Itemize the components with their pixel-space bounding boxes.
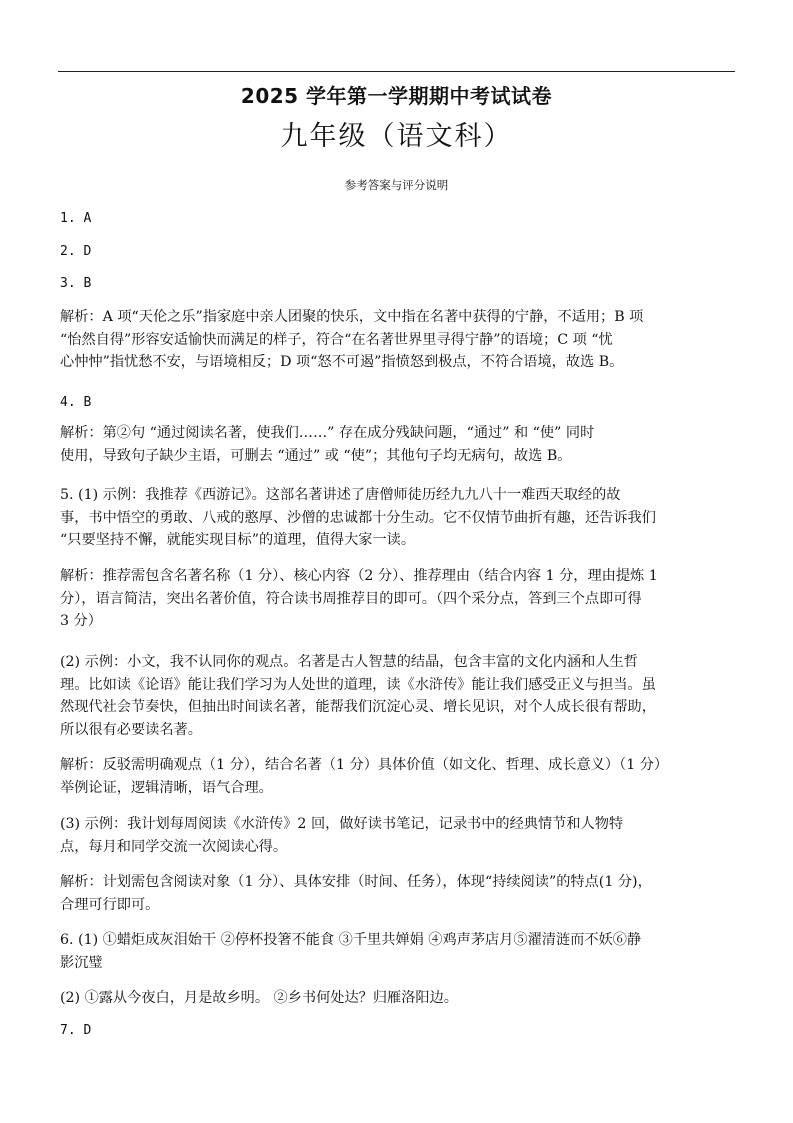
q3-analysis (60, 306, 736, 374)
q5-part2-analysis-line: 举例论证，逻辑清晰，语气合理。 (60, 779, 273, 796)
q5-part3-line: 点，每月和同学交流一次阅读心得。 (60, 838, 288, 855)
q5-part3-analysis-line: 解析：计划需包含阅读对象（1 分）、具体安排（时间、任务），体现“持续阅读”的特点(1 分)， (60, 874, 652, 890)
q5-part2-line: 然现代社会节奏快，但抽出时间读名著，能帮我们沉淀心灵、增长见识，对个人成长很有帮助， (60, 699, 656, 715)
answer-q2: 2. D (60, 244, 92, 259)
q3-analysis-line: 心忡忡”指忧愁不安，与语境相反；D 项“怒不可遏”指愤怒到极点，不符合语境，故选 B。 (60, 354, 624, 370)
q5-part3-answer (60, 813, 736, 858)
exam-subtitle: 九年级（语文科） (280, 121, 513, 152)
q5-part2-analysis-line: 解析：反驳需明确观点（1 分），结合名著（1 分）具体价值（如文化、哲理、成长意义）（1 分） (60, 757, 669, 773)
q5-part2-line: 理。比如读《论语》能让我们学习为人处世的道理，读《水浒传》能让我们感受正义与担当。虽 (60, 676, 656, 693)
answer-caption: 参考答案与评分说明 (344, 178, 449, 192)
q5-part2-answer (60, 651, 736, 741)
top-rule (58, 71, 735, 72)
q5-part1-answer (60, 484, 736, 552)
q6-part1-answer (60, 929, 736, 974)
q5-part2-line: (2) 示例：小文，我不认同你的观点。名著是古人智慧的结晶，包含丰富的文化内涵和人生哲 (60, 654, 638, 670)
q3-analysis-line: 解析：A 项“天伦之乐”指家庭中亲人团聚的快乐，文中指在名著中获得的宁静，不适用；B 项 (60, 309, 644, 325)
answer-q1: 1. A (60, 211, 92, 226)
q6-part1-line: 6. (1) ①蜡炬成灰泪始干 ②停杯投箸不能食 ③千里共婵娟 ④鸡声茅店月⑤濯清涟而不妖⑥静 (60, 932, 642, 948)
answer-q4: 4. B (60, 395, 92, 410)
q3-analysis-line: “怡然自得”形容安适愉快而满足的样子，符合“在名著世界里寻得宁静”的语境；C 项 “忧 (60, 331, 613, 348)
q4-analysis-line: 使用，导致句子缺少主语，可删去 “通过” 或 “使”；其他句子均无病句，故选 B。 (60, 447, 572, 464)
q5-part2-analysis (60, 754, 736, 799)
q5-part1-analysis-line: 3 分） (60, 613, 102, 629)
q6-part2-answer: (2) ①露从今夜白，月是故乡明。 ②乡书何处达？归雁洛阳边。 (60, 990, 458, 1006)
q5-part1-line: 5. (1) 示例：我推荐《西游记》。这部名著讲述了唐僧师徒历经九九八十一难西天取经的故 (60, 487, 621, 503)
q6-part1-line: 影沉璧 (60, 954, 103, 971)
q5-part3-analysis (60, 871, 736, 916)
q5-part1-line: “只要坚持不懈，就能实现目标”的道理，值得大家一读。 (60, 532, 416, 548)
q5-part3-line: (3) 示例：我计划每周阅读《水浒传》2 回，做好读书笔记，记录书中的经典情节和人物特 (60, 816, 624, 832)
answer-q7: 7. D (60, 1023, 92, 1038)
q5-part1-analysis-line: 解析：推荐需包含名著名称（1 分）、核心内容（2 分）、推荐理由（结合内容 1 分，理由提炼 1 (60, 568, 658, 584)
q5-part1-line: 事，书中悟空的勇敢、八戒的憨厚、沙僧的忠诚都十分生动。它不仅情节曲折有趣，还告诉我们 (60, 509, 656, 526)
exam-title: 2025 学年第一学期期中考试试卷 (240, 84, 553, 108)
q4-analysis-line: 解析：第②句 “通过阅读名著，使我们……” 存在成分残缺问题，“通过” 和 “使” 同时 (60, 425, 595, 441)
q5-part3-analysis-line: 合理可行即可。 (60, 896, 160, 913)
q5-part2-line: 所以很有必要读名著。 (60, 721, 202, 738)
q5-part1-analysis (60, 565, 736, 633)
q5-part1-analysis-line: 分），语言简洁，突出名著价值，符合读书周推荐目的即可。（四个采分点，答到三个点即可得 (60, 590, 642, 607)
q4-analysis (60, 422, 736, 467)
answer-q3: 3. B (60, 276, 92, 291)
